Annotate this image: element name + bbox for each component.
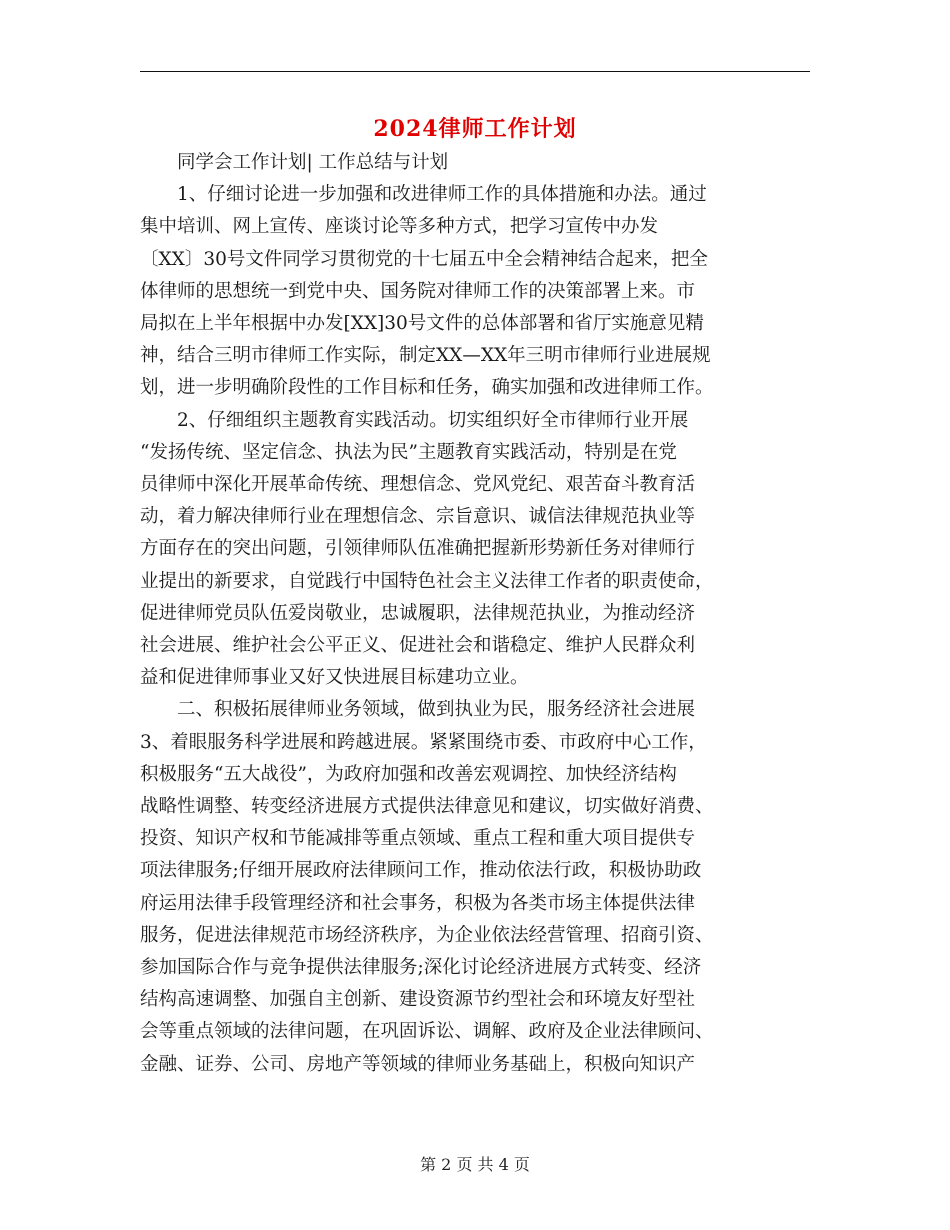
text-line: 〔XX〕30号文件同学习贯彻党的十七届五中全会精神结合起来，把全	[140, 248, 708, 270]
text-line: 二、积极拓展律师业务领域，做到执业为民，服务经济社会进展	[140, 699, 696, 721]
text-line: 益和促进律师事业又好又快进展目标建功立业。	[140, 667, 529, 689]
text-line: 员律师中深化开展革命传统、理想信念、党风党纪、艰苦奋斗教育活	[140, 474, 696, 496]
text-line: 动，着力解决律师行业在理想信念、宗旨意识、诚信法律规范执业等	[140, 506, 696, 528]
text-line: 划，进一步明确阶段性的工作目标和任务，确实加强和改进律师工作。	[140, 377, 714, 399]
text-line: 3、着眼服务科学进展和跨越进展。紧紧围绕市委、市政府中心工作，	[140, 731, 707, 753]
text-line: 体律师的思想统一到党中央、国务院对律师工作的决策部署上来。市	[140, 280, 696, 302]
document-body	[140, 147, 812, 1081]
text-line: 服务，促进法律规范市场经济秩序，为企业依法经营管理、招商引资、	[140, 924, 714, 946]
text-line: 方面存在的突出问题，引领律师队伍准确把握新形势新任务对律师行	[140, 538, 696, 560]
text-line: 同学会工作计划| 工作总结与计划	[140, 152, 449, 173]
text-line: 2、仔细组织主题教育实践活动。切实组织好全市律师行业开展	[140, 409, 689, 431]
text-line: 1、仔细讨论进一步加强和改进律师工作的具体措施和办法。通过	[140, 184, 707, 206]
text-line: 投资、知识产权和节能减排等重点领域、重点工程和重大项目提供专	[140, 828, 696, 850]
text-line: 结构高速调整、加强自主创新、建设资源节约型社会和环境友好型社	[140, 989, 696, 1011]
text-line: 社会进展、维护社会公平正义、促进社会和谐稳定、维护人民群众利	[140, 635, 696, 657]
text-line: 会等重点领域的法律问题，在巩固诉讼、调解、政府及企业法律顾问、	[140, 1021, 714, 1043]
text-line: 业提出的新要求，自觉践行中国特色社会主义法律工作者的职责使命，	[140, 570, 714, 592]
text-line: 神，结合三明市律师工作实际，制定XX—XX年三明市律师行业进展规	[140, 345, 711, 367]
page-footer: 第 2 页 共 4 页	[420, 1155, 530, 1174]
text-line: 局拟在上半年根据中办发[XX]30号文件的总体部署和省厅实施意见精	[140, 313, 704, 335]
document-title: 2024律师工作计划	[373, 116, 577, 142]
text-line: 金融、证券、公司、房地产等领域的律师业务基础上，积极向知识产	[140, 1053, 696, 1075]
text-line: 促进律师党员队伍爱岗敬业，忠诚履职，法律规范执业，为推动经济	[140, 602, 696, 624]
text-line: 积极服务“五大战役”，为政府加强和改善宏观调控、加快经济结构	[140, 763, 677, 785]
text-line: 战略性调整、转变经济进展方式提供法律意见和建议，切实做好消费、	[140, 796, 714, 818]
text-line: 集中培训、网上宣传、座谈讨论等多种方式，把学习宣传中办发	[140, 216, 659, 238]
text-line: “发扬传统、坚定信念、执法为民”主题教育实践活动，特别是在党	[140, 441, 677, 463]
text-line: 项法律服务;仔细开展政府法律顾问工作，推动依法行政，积极协助政	[140, 860, 702, 882]
text-line: 府运用法律手段管理经济和社会事务，积极为各类市场主体提供法律	[140, 892, 696, 914]
header-rule	[140, 71, 810, 72]
text-line: 参加国际合作与竞争提供法律服务;深化讨论经济进展方式转变、经济	[140, 957, 702, 979]
